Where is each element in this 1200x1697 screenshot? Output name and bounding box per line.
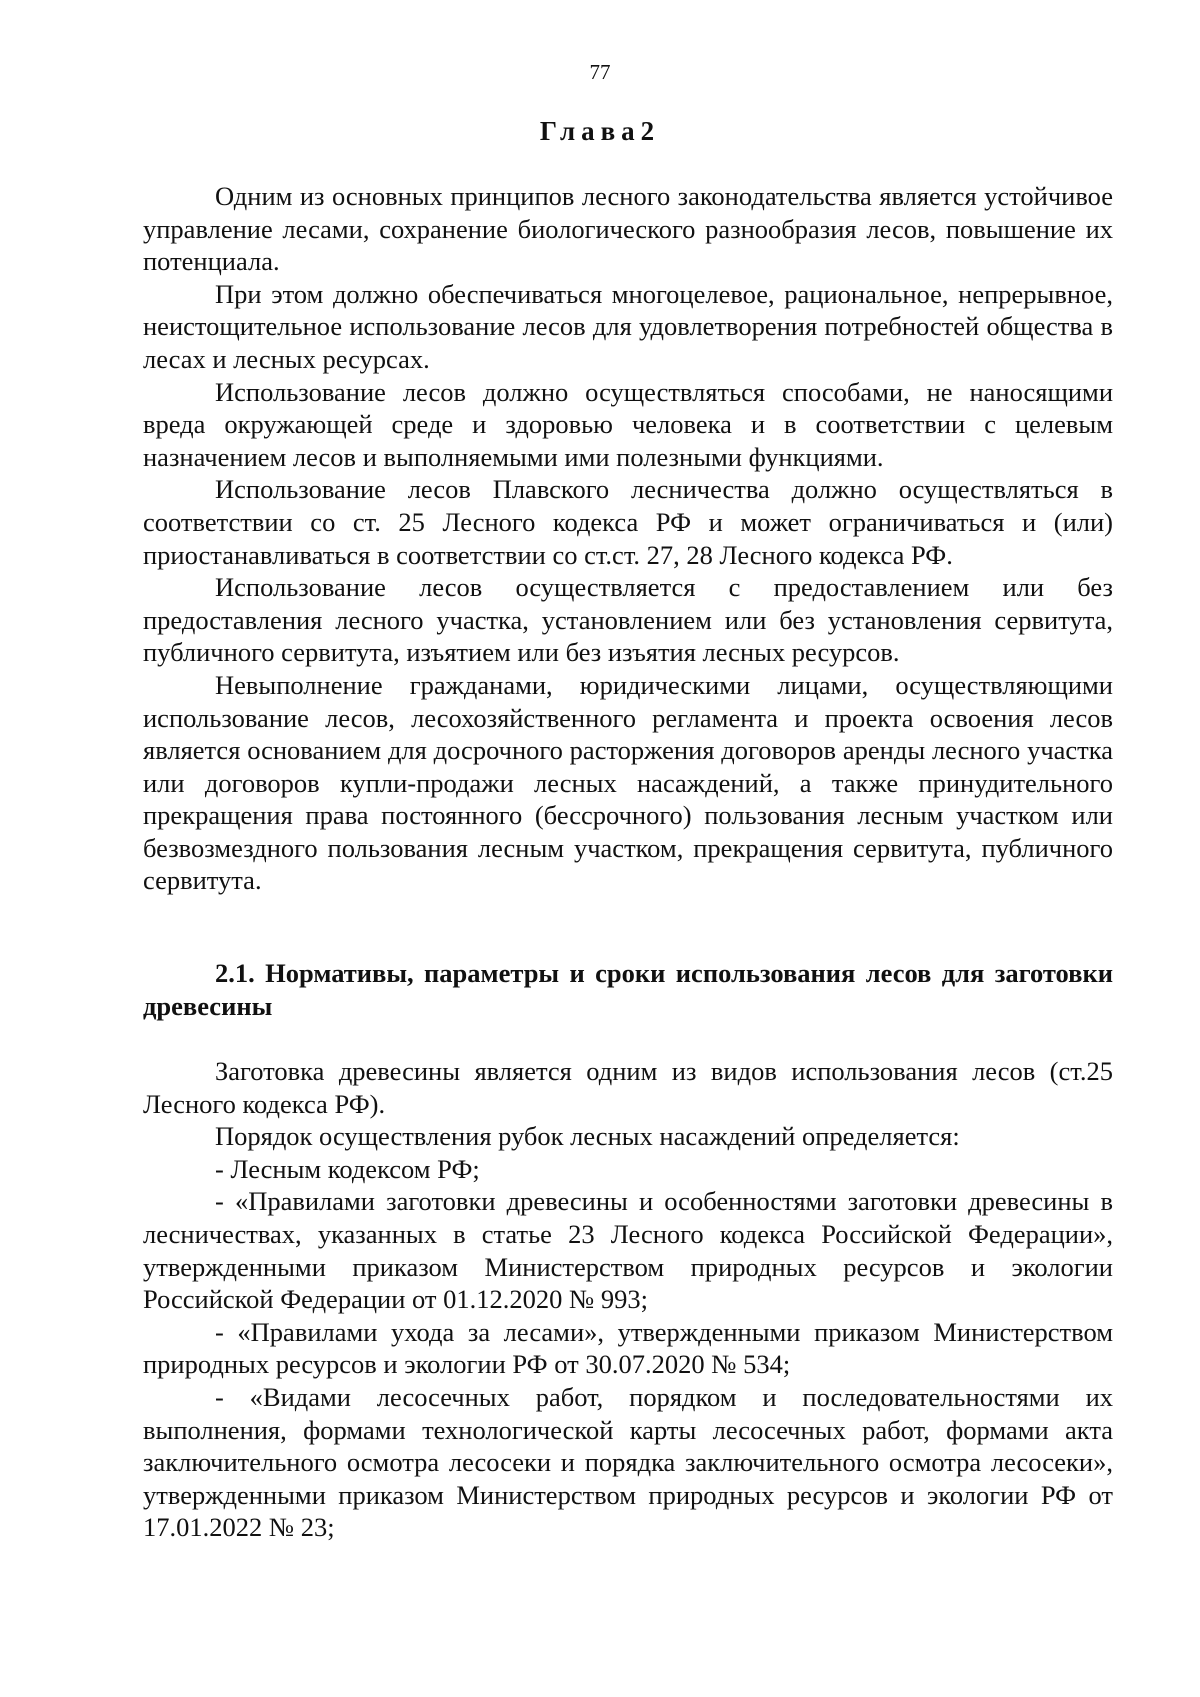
list-item: - «Правилами заготовки древесины и особенностями заготовки древесины в лесничествах, указанных в статье 23 Лесного кодекса Российской Федерации», утвержденными приказом Министерством природных ресурсов и экологии Российской Федерации от 01.12.2020 № 993; [143,1186,1113,1315]
paragraph: Заготовка древесины является одним из видов использования лесов (ст.25 Лесного кодекса РФ). [143,1056,1113,1119]
chapter-title: Глава2 [539,116,661,146]
paragraph: При этом должно обеспечиваться многоцелевое, рациональное, непрерывное, неистощительное использование лесов для удовлетворения потребностей общества в лесах и лесных ресурсах. [143,278,1113,374]
paragraph: Использование лесов осуществляется с предоставлением или без предоставления лесного участка, установлением или без установления сервитута, публичного сервитута, изъятием или без изъятия лесных ресурсов. [143,572,1113,668]
section-body [143,1055,1113,1544]
section-heading: 2.1. Нормативы, параметры и сроки использования лесов для заготовки древесины [143,958,1113,1021]
list-item: - «Видами лесосечных работ, порядком и последовательностями их выполнения, формами технологической карты лесосечных работ, формами акта заключительного осмотра лесосеки и порядка заключительного осмотра лесосеки», утвержденными приказом Министерством природных ресурсов и экологии РФ от 17.01.2022 № 23; [143,1381,1113,1543]
paragraph: Использование лесов должно осуществляться способами, не наносящими вреда окружающей среде и здоровью человека и в соответствии с целевым назначением лесов и выполняемыми ими полезными функциями. [143,376,1113,472]
paragraph: Порядок осуществления рубок лесных насаждений определяется: [215,1121,960,1152]
chapter-intro [143,180,1113,897]
page-number: 77 [589,60,611,84]
paragraph: Одним из основных принципов лесного законодательства является устойчивое управление лесами, сохранение биологического разнообразия лесов, повышение их потенциала. [143,181,1113,277]
list-item: - Лесным кодексом РФ; [215,1153,480,1184]
list-item: - «Правилами ухода за лесами», утвержденными приказом Министерством природных ресурсов и экологии РФ от 30.07.2020 № 534; [143,1316,1113,1380]
paragraph: Невыполнение гражданами, юридическими лицами, осуществляющими использование лесов, лесохозяйственного регламента и проекта освоения лесов является основанием для досрочного расторжения договоров аренды лесного участка или договоров купли-продажи лесных насаждений, а также принудительного прекращения права постоянного (бессрочного) пользования лесным участком или безвозмездного пользования лесным участком, прекращения сервитута, публичного сервитута. [143,669,1113,896]
paragraph: Использование лесов Плавского лесничества должно осуществляться в соответствии со ст. 25 Лесного кодекса РФ и может ограничиваться и (или) приостанавливаться в соответствии со ст.ст. 27, 28 Лесного кодекса РФ. [143,474,1113,570]
